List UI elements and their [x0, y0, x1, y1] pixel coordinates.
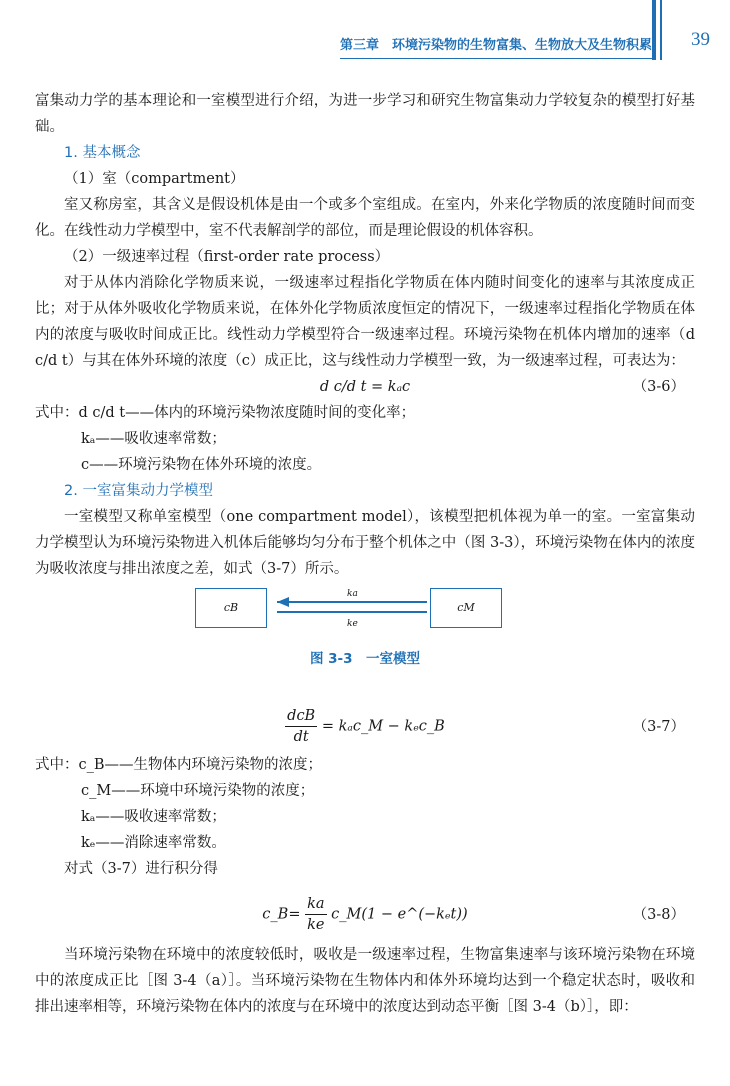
arrow-label-ka: ka	[347, 589, 358, 599]
equation-3-8-number: （3-8）	[632, 907, 685, 923]
definition-line: kₑ——消除速率常数。	[81, 835, 226, 851]
equation-3-8	[35, 888, 695, 942]
definition-line: kₐ——吸收速率常数；	[81, 809, 226, 825]
first-order-paragraph: 对于从体内消除化学物质来说，一级速率过程指化学物质在体内随时间变化的速率与其浓度成正比；对于从体外吸收化学物质来说，在体外化学物质浓度恒定的情况下，一级速率过程指化学物质在体内的浓度与吸收时间成正比。线性动力学模型符合一级速率过程。环境污染物在机体内增加的速率（d c/d t）与其在体外环境的浓度（c）成正比，这与线性动力学模型一致，为一级速率过程，可表达为：	[35, 275, 695, 369]
equation-3-7-rhs: = kₐc_M − kₑc_B	[321, 718, 445, 735]
header-rule	[340, 58, 652, 59]
page-header	[0, 0, 730, 64]
equation-3-8-fraction	[305, 894, 326, 935]
definition-line: kₐ——吸收速率常数；	[81, 431, 226, 447]
definition-line: c_M——环境中环境污染物的浓度；	[81, 783, 315, 799]
equation-3-8-lhs: c_B=	[262, 906, 301, 923]
arrow-label-ke: ke	[347, 619, 358, 628]
intro-paragraph: 富集动力学的基本理论和一室模型进行介绍，为进一步学习和研究生物富集动力学较复杂的模型打好基础。	[35, 93, 695, 135]
definition-line: 式中：c_B——生物体内环境污染物的浓度；	[35, 757, 323, 773]
equation-3-7-fraction	[285, 706, 317, 747]
header-bar	[652, 0, 656, 60]
chapter-title: 第三章 环境污染物的生物富集、生物放大及生物积累	[339, 38, 652, 53]
page-number: 39	[691, 29, 710, 50]
subheading-compartment: （1）室（compartment）	[64, 171, 245, 187]
section-heading-basic-concepts: 1. 基本概念	[64, 145, 141, 161]
section-heading-one-compartment: 2. 一室富集动力学模型	[64, 483, 213, 499]
one-compartment-paragraph: 一室模型又称单室模型（one compartment model），该模型把机体视为单一的室。一室富集动力学模型认为环境污染物进入机体后能够均匀分布于整个机体之中（图 3-3），环境污染物在体内的浓度为吸收浓度与排出浓度之差，如式（3-7）所示。	[35, 509, 695, 577]
figure-caption: 图 3-3 一室模型	[309, 651, 421, 667]
definition-line: c——环境污染物在体外环境的浓度。	[81, 457, 322, 473]
compartment-box-cm: cM	[430, 588, 502, 628]
compartment-box-cb: cB	[195, 588, 267, 628]
uptake-arrow-head	[277, 597, 289, 607]
integration-line: 对式（3-7）进行积分得	[64, 861, 218, 877]
compartment-paragraph: 室又称房室，其含义是假设机体是由一个或多个室组成。在室内，外来化学物质的浓度随时间而变化。在线性动力学模型中，室不代表解剖学的部位，而是理论假设的机体容积。	[35, 197, 695, 239]
equation-3-6	[35, 374, 695, 400]
equation-3-7	[35, 702, 695, 752]
equation-3-6-expression: d c/d t = kₐc	[319, 379, 411, 395]
figure-one-compartment-model	[35, 588, 695, 688]
header-bar-thin	[660, 0, 662, 60]
equation-3-8-numerator: ka	[305, 894, 326, 915]
equation-3-8-denominator: ke	[307, 917, 325, 933]
subheading-first-order: （2）一级速率过程（first-order rate process）	[64, 249, 390, 265]
equation-3-6-number: （3-6）	[632, 379, 685, 395]
figure-arrows	[35, 588, 695, 628]
equation-3-7-numerator: dcB	[285, 706, 317, 727]
equation-3-7-denominator: dt	[293, 729, 309, 745]
definition-line: 式中：d c/d t——体内的环境污染物浓度随时间的变化率；	[35, 405, 416, 421]
equation-3-7-number: （3-7）	[632, 719, 685, 735]
page-body	[35, 88, 695, 1020]
final-paragraph: 当环境污染物在环境中的浓度较低时，吸收是一级速率过程，生物富集速率与该环境污染物在环境中的浓度成正比［图 3-4（a）］。当环境污染物在生物体内和体外环境均达到一个稳定状态时，吸收和排出速率相等，环境污染物在体内的浓度与在环境中的浓度达到动态平衡［图 3-4（b）］，即：	[35, 947, 695, 1015]
equation-3-8-rhs: c_M(1 − e^(−kₑt))	[331, 906, 468, 923]
